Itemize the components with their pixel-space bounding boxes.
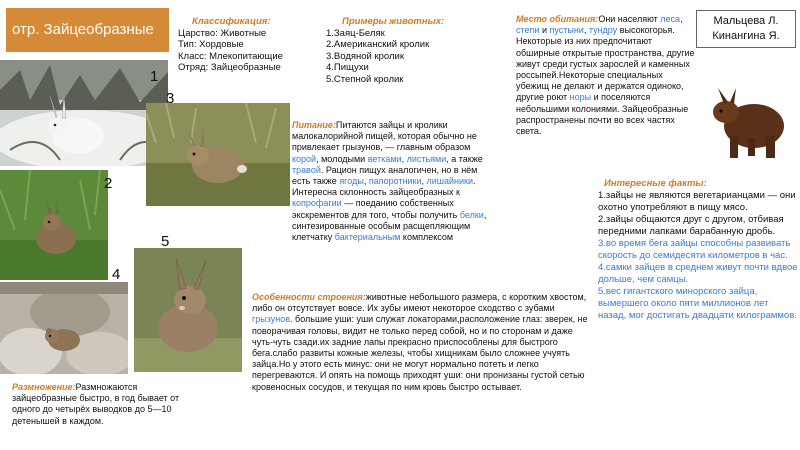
classification-row: Тип: Хордовые (178, 39, 244, 51)
nutrition-link-leaves[interactable]: листьями (406, 153, 447, 164)
example-item: 5.Степной кролик (326, 73, 404, 85)
photo-water-rabbit (0, 170, 108, 280)
reproduction-block (12, 382, 182, 427)
photo-giant-hare (706, 74, 792, 170)
habitat-link-desert[interactable]: пустыни (549, 25, 584, 36)
structure-block (252, 292, 596, 393)
authors-box (696, 10, 796, 48)
habitat-heading: Место обитания: (516, 14, 599, 24)
nutrition-link-coprophagy[interactable]: копрофагии (292, 198, 342, 209)
photo-number: 2 (104, 175, 113, 192)
nutrition-text: , синтезированные особым расщепляющим клетчатку (292, 209, 487, 243)
classification-heading: Классификация: (192, 16, 271, 27)
fact-item: 2.зайцы общаются друг с другом, отбивая передними лапками барабанную дробь. (598, 214, 784, 237)
nutrition-link-berries[interactable]: ягоды (339, 176, 364, 187)
author-1: Мальцева Л. (713, 15, 779, 27)
nutrition-text: , (401, 153, 407, 164)
nutrition-text: , (421, 176, 427, 187)
habitat-text: , (583, 25, 589, 36)
habitat-text: и (539, 25, 550, 36)
nutrition-link-proteins[interactable]: белки (459, 209, 484, 220)
nutrition-link-lichens[interactable]: лишайники (426, 176, 473, 187)
examples-block (326, 16, 476, 86)
nutrition-link-bacterial[interactable]: бактериальным (334, 232, 401, 243)
author-2: Кинангина Я. (712, 30, 780, 42)
nutrition-link-bark[interactable]: корой (292, 153, 317, 164)
habitat-link-steppe[interactable]: степи (516, 25, 540, 36)
photo-steppe-rabbit (134, 248, 242, 372)
nutrition-text: , (363, 176, 369, 187)
nutrition-link-branches[interactable]: ветками (367, 153, 402, 164)
habitat-text: , (680, 14, 683, 24)
nutrition-link-grass[interactable]: травой (292, 164, 321, 175)
structure-text: . большие уши: уши служат локаторами,расположение глаз: зверек, не поворачивая головы, видит не только перед собой, но и по сторонам и даже чуть-чуть сзади.их задние лапы прекрасно приспособлены для быстрого бега.слабо развиты кожные железы, чтобы хищникам было сложнее учуять зайца.Но у этого есть минус: они не могут нормально потеть и легко перегреваются. И опять на помощь приходят уши: они пронизаны густой сетью кровеносных сосудов, и текущая по ним кровь быстро остывает. (252, 314, 588, 392)
structure-link-rodents[interactable]: грызунов (252, 314, 291, 325)
nutrition-text: . Интересна склонность зайцеобразных к (292, 176, 476, 198)
example-item: 2.Американский кролик (326, 39, 430, 51)
nutrition-text: Питаются зайцы и кролики малокалорийной пищей, которая обычно не привлекает грызунов, — главным образом (292, 120, 477, 153)
photo-snowshoe-hare (0, 60, 168, 166)
classification-row: Отряд: Зайцеобразные (178, 62, 281, 74)
habitat-link-forest[interactable]: леса (660, 14, 681, 24)
photo-number: 4 (112, 266, 121, 283)
page-title: отр. Зайцеобразные (6, 8, 169, 52)
nutrition-text: , молодыми (316, 153, 368, 164)
habitat-text: высокогорья. Некоторые из них предпочитают обширные открытые пространства, другие живут среди густых зарослей и каменных россыпей.Некоторые специальных убежищ не делают и держатся одиноко, другие роют (516, 25, 695, 103)
classification-row: Царство: Животные (178, 27, 267, 39)
nutrition-text: — поеданию собственных экскрементов для того, чтобы получить (292, 198, 460, 220)
reproduction-heading: Размножение: (12, 382, 76, 392)
example-item: 4.Пищухи (326, 62, 369, 74)
nutrition-heading: Питание: (292, 120, 336, 130)
habitat-link-tundra[interactable]: тундру (588, 25, 618, 36)
photo-number: 5 (161, 233, 170, 250)
habitat-link-burrows[interactable]: норы (569, 92, 592, 103)
fact-item: 1.зайцы не являются вегетарианцами — они охотно употребляют в пищу мясо. (598, 190, 796, 213)
facts-heading: Интересные факты: (604, 178, 707, 189)
structure-heading: Особенности строения: (252, 292, 366, 302)
photo-number: 3 (166, 90, 175, 107)
classification-row: Класс: Млекопитающие (178, 50, 283, 62)
fact-item: 3.во время бега зайцы способны развивать скорость до семидесяти километров в час. (598, 238, 791, 261)
facts-block (598, 178, 798, 322)
habitat-text: Они населяют (598, 14, 661, 24)
nutrition-link-ferns[interactable]: папоротники (368, 176, 422, 187)
example-item: 1.Заяц-Беляк (326, 27, 385, 39)
photo-american-rabbit (146, 103, 290, 206)
structure-text: животные небольшого размера, с коротким хвостом, либо он отсутствует вовсе. Их зубы имеют некоторое сходство с зубами (252, 292, 587, 314)
nutrition-text: . Рацион пищух аналогичен, но в нём есть также (292, 164, 478, 187)
photo-pika (0, 282, 128, 374)
nutrition-block (292, 120, 492, 243)
habitat-text: и поселяются небольшими колониями. Зайцеобразные распространены почти во всех частях света. (516, 92, 689, 137)
fact-item: 5.вес гигантского минорского зайца, вымершего около пяти миллионов лет назад, мог достигать двадцати килограммов. (598, 286, 797, 321)
example-item: 3.Водяной кролик (326, 50, 405, 62)
fact-item: 4.самки зайцев в среднем живут почти вдвое дольше, чем самцы. (598, 262, 798, 285)
examples-heading: Примеры животных: (342, 16, 445, 27)
nutrition-text: , а также (446, 153, 483, 164)
classification-block (178, 16, 318, 74)
photo-number: 1 (150, 68, 159, 85)
nutrition-text: комплексом (400, 232, 454, 243)
reproduction-text: Размножаются зайцеобразные быстро, в год бывает от одного до четырёх выводков до 5—10 детенышей в каждом. (12, 382, 180, 426)
habitat-block (516, 14, 696, 137)
